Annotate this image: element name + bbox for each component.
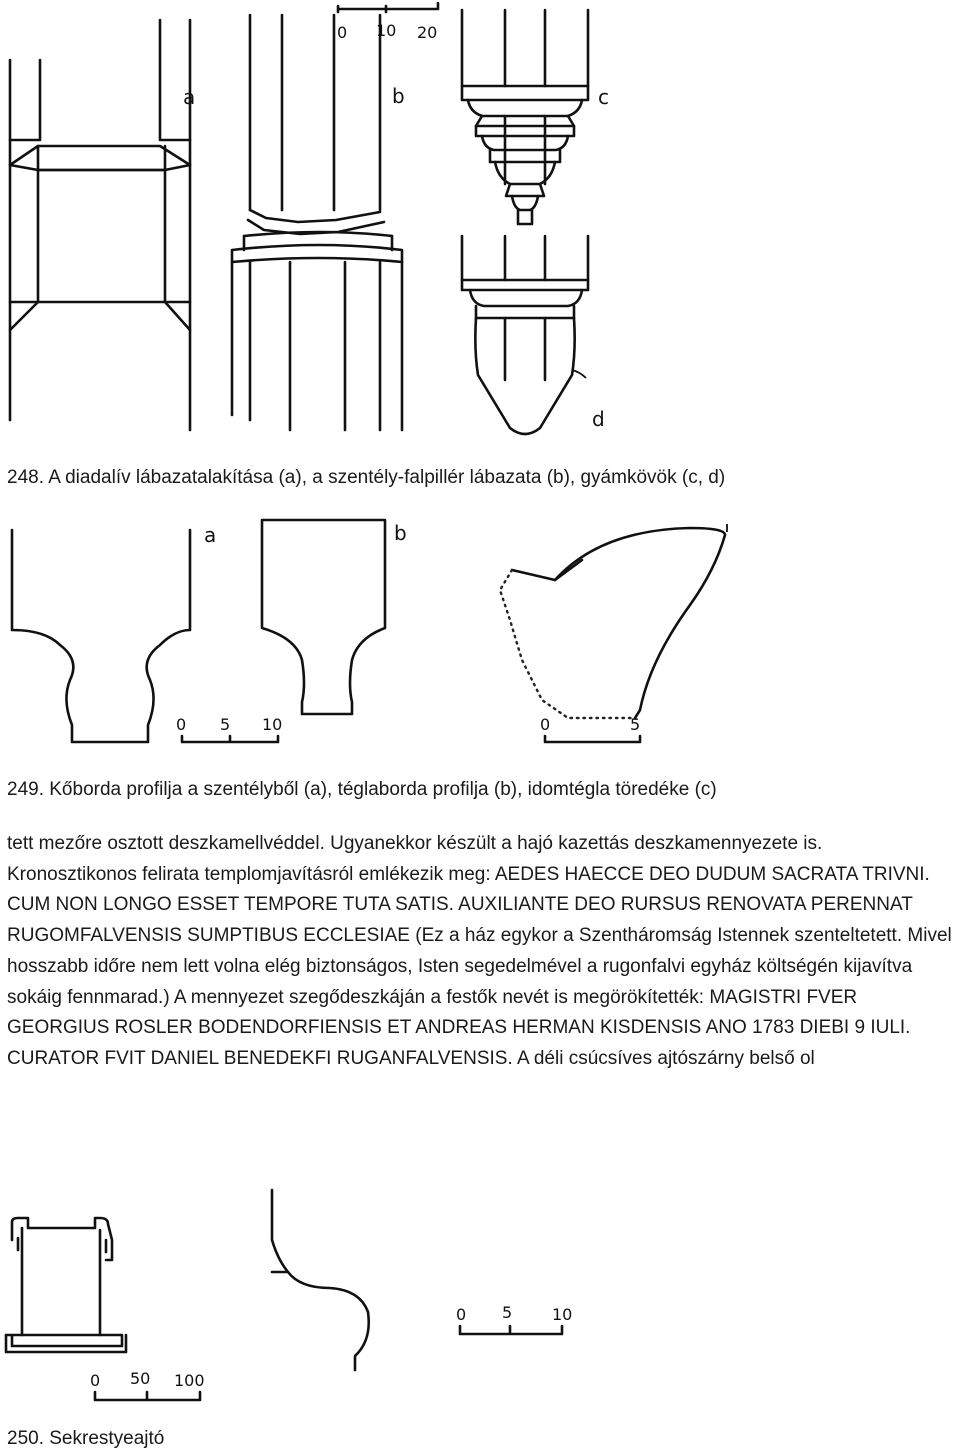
figure-250-drawing bbox=[0, 1180, 960, 1420]
caption-248: 248. A diadalív lábazatalakítása (a), a szentély-falpillér lábazata (b), gyámkövök (c, d) bbox=[7, 467, 726, 488]
panel-label-d: d bbox=[592, 407, 605, 431]
panel-label-c: c bbox=[598, 85, 609, 109]
drawing-248b bbox=[232, 15, 405, 430]
scale-bar-248 bbox=[337, 3, 438, 42]
panel-label-b: b bbox=[392, 84, 405, 108]
scale-label-10: 10 bbox=[552, 1305, 573, 1324]
drawing-248c bbox=[462, 10, 609, 224]
caption-249: 249. Kőborda profilja a szentélyből (a), téglaborda profilja (b), idomtégla töredéke (c) bbox=[7, 779, 717, 800]
drawing-249b bbox=[262, 520, 407, 714]
scale-label-5: 5 bbox=[630, 715, 641, 734]
scale-label-10: 10 bbox=[262, 715, 283, 734]
scale-bar-250-right bbox=[456, 1303, 572, 1334]
scale-label-0: 0 bbox=[90, 1371, 101, 1390]
scale-label-5: 5 bbox=[502, 1303, 513, 1322]
scale-bar-250-left bbox=[90, 1369, 205, 1400]
scale-label-100: 100 bbox=[174, 1371, 205, 1390]
drawing-249c bbox=[500, 524, 727, 718]
scale-label-0: 0 bbox=[456, 1305, 467, 1324]
drawing-248a bbox=[10, 20, 195, 430]
scale-bar-249ab bbox=[176, 715, 282, 742]
figure-249-drawing bbox=[0, 510, 960, 760]
body-paragraph: tett mezőre osztott deszkamellvéddel. Ugyanekkor készült a hajó kazettás deszkamennyezete is. Kronosztikonos felirata templomjavításról emlékezik meg: AEDES HAECCE DEO DUDUM SACRATA TRIVNI. CUM NON LONGO ESSET TEMPORE TUTA SATIS. AUXILIANTE DEO RURSUS RENOVATA PERENNAT RUGOMFALVENSIS SUMPTIBUS ECCLESIAE (Ez a ház egykor a Szentháromság Istennek szenteltetett. Mivel hosszabb időre nem lett volna elég biztonságos, Isten segedelmével a rugonfalvi egyház költségén kijavítva sokáig fennmarad.) A mennyezet szegődeszkáján a festők nevét is megörökítették: MAGISTRI FVER GEORGIUS ROSLER BODENDORFIENSIS ET ANDREAS HERMAN KISDENSIS ANO 1783 DIEBI 9 IULI. CURATOR FVIT DANIEL BENEDEKFI RUGANFALVENSIS. A déli csúcsíves ajtószárny belső ol bbox=[7, 833, 952, 1069]
figure-248-drawing bbox=[0, 0, 960, 450]
scale-label-50: 50 bbox=[130, 1369, 151, 1388]
drawing-249a bbox=[12, 523, 216, 742]
drawing-250-door-section bbox=[6, 1218, 126, 1352]
scale-label-0: 0 bbox=[540, 715, 551, 734]
panel-label-249b: b bbox=[394, 521, 407, 545]
scale-label-20: 20 bbox=[417, 23, 438, 42]
caption-250: 250. Sekrestyeajtó bbox=[7, 1428, 165, 1449]
panel-label-249a: a bbox=[204, 523, 217, 547]
scale-label-10: 10 bbox=[376, 21, 397, 40]
scale-label-0: 0 bbox=[176, 715, 187, 734]
drawing-250-profile bbox=[272, 1190, 369, 1370]
panel-label-a: a bbox=[183, 85, 196, 109]
body-text bbox=[7, 829, 957, 1075]
scale-label-5: 5 bbox=[220, 715, 231, 734]
drawing-248d bbox=[462, 236, 605, 434]
scale-label-0: 0 bbox=[337, 23, 348, 42]
